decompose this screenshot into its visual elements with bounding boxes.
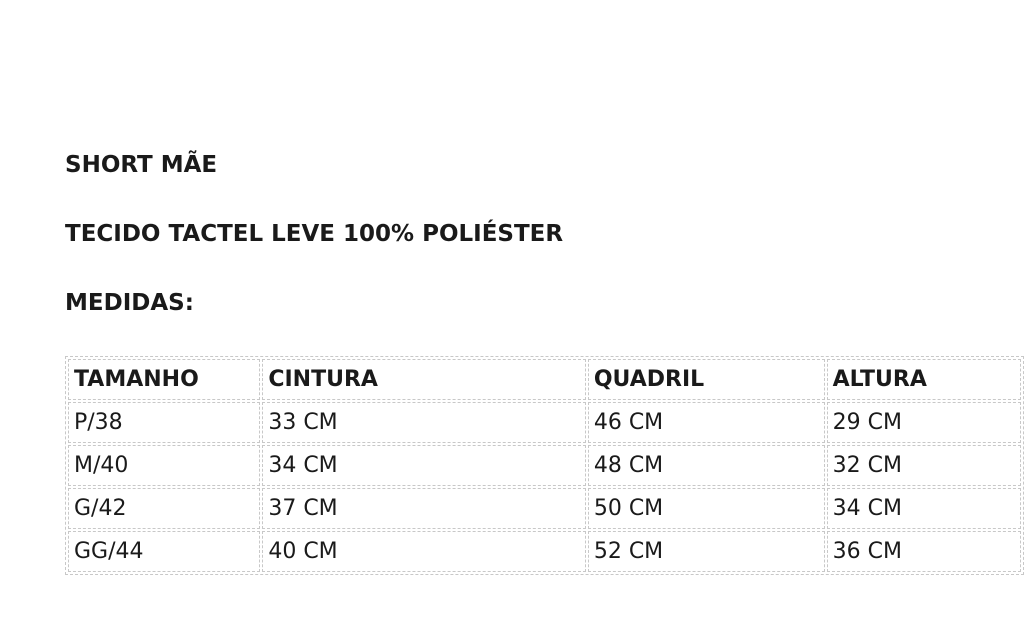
table-row — [68, 402, 1021, 443]
cell-quadril: 46 CM — [588, 402, 825, 443]
cell-cintura: 40 CM — [262, 531, 586, 572]
fabric-description: TECIDO TACTEL LEVE 100% POLIÉSTER — [65, 221, 564, 247]
cell-quadril: 50 CM — [588, 488, 825, 529]
cell-altura: 29 CM — [827, 402, 1021, 443]
cell-quadril: 48 CM — [588, 445, 825, 486]
cell-tamanho: GG/44 — [68, 531, 260, 572]
header-quadril: QUADRIL — [588, 359, 825, 400]
table-row — [68, 531, 1021, 572]
cell-cintura: 37 CM — [262, 488, 586, 529]
cell-tamanho: G/42 — [68, 488, 260, 529]
cell-cintura: 34 CM — [262, 445, 586, 486]
cell-cintura: 33 CM — [262, 402, 586, 443]
cell-altura: 36 CM — [827, 531, 1021, 572]
cell-altura: 32 CM — [827, 445, 1021, 486]
header-tamanho: TAMANHO — [68, 359, 260, 400]
table-row — [68, 445, 1021, 486]
cell-quadril: 52 CM — [588, 531, 825, 572]
cell-altura: 34 CM — [827, 488, 1021, 529]
cell-tamanho: M/40 — [68, 445, 260, 486]
cell-tamanho: P/38 — [68, 402, 260, 443]
product-title: SHORT MÃE — [65, 152, 218, 178]
table-row — [68, 488, 1021, 529]
measures-label: MEDIDAS: — [65, 290, 194, 316]
size-table — [65, 356, 1024, 575]
table-header-row — [68, 359, 1021, 400]
header-altura: ALTURA — [827, 359, 1021, 400]
header-cintura: CINTURA — [262, 359, 586, 400]
